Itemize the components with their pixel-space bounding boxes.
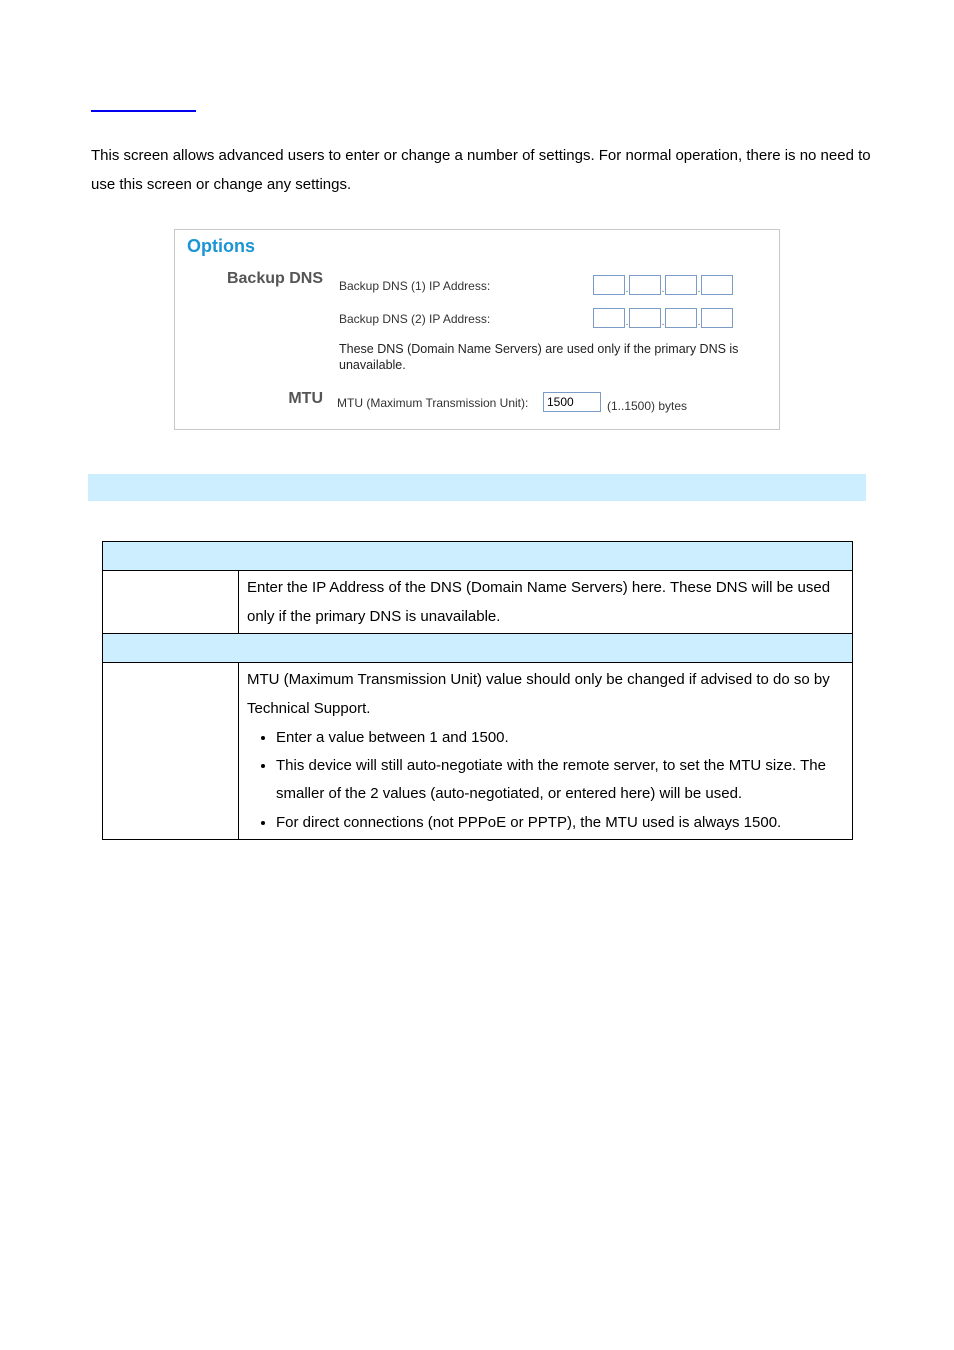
ip-separator: .: [661, 317, 665, 328]
list-item: • For direct connections (not PPPoE or PPTP), the MTU used is always 1500.: [276, 808, 844, 837]
ip-separator: .: [661, 284, 665, 295]
intro-paragraph: This screen allows advanced users to enter or change a number of settings. For normal operation, there is no need to use this screen or change any settings.: [91, 147, 871, 193]
table-header-cell: [103, 634, 853, 663]
dns1-octet-1-input[interactable]: [593, 275, 625, 295]
table-label-cell: [103, 663, 239, 840]
mtu-description: MTU (Maximum Transmission Unit) value should only be changed if advised to do so by Technical Support.: [247, 671, 830, 717]
backup-dns-2-ip-input: [593, 308, 733, 328]
ip-separator: .: [697, 317, 701, 328]
mtu-section-label: MTU: [288, 390, 323, 407]
dns1-octet-3-input[interactable]: [665, 275, 697, 295]
table-header-cell: [103, 542, 853, 571]
backup-dns-2-label: Backup DNS (2) IP Address:: [339, 312, 491, 326]
ip-separator: .: [625, 284, 629, 295]
ip-separator: .: [697, 284, 701, 295]
dns1-octet-4-input[interactable]: [701, 275, 733, 295]
table-label-cell: [103, 571, 239, 634]
mtu-range-text: (1..1500) bytes: [607, 399, 688, 413]
mtu-description-cell: [239, 663, 853, 840]
section-heading-link[interactable]: [91, 92, 196, 112]
table-header-row-mtu: [103, 634, 853, 663]
dns1-octet-2-input[interactable]: [629, 275, 661, 295]
table-row-mtu: [103, 663, 853, 840]
panel-title: Options: [187, 236, 255, 256]
table-row-backup-dns: [103, 571, 853, 634]
backup-dns-note: These DNS (Domain Name Servers) are used only if the primary DNS is unavailable.: [339, 342, 739, 372]
backup-dns-description: Enter the IP Address of the DNS (Domain Name Servers) here. These DNS will be used only if the primary DNS is unavailable.: [239, 571, 853, 634]
list-item: • This device will still auto-negotiate with the remote server, to set the MTU size. The smaller of the 2 values (auto-negotiated, or entered here) will be used.: [276, 752, 844, 808]
dns2-octet-2-input[interactable]: [629, 308, 661, 328]
mtu-bullet-list: [247, 723, 844, 837]
options-screenshot-panel: [174, 229, 780, 430]
list-item: • Enter a value between 1 and 1500.: [276, 723, 844, 752]
backup-dns-section-label: Backup DNS: [226, 270, 323, 287]
dns2-octet-4-input[interactable]: [701, 308, 733, 328]
ip-separator: .: [625, 317, 629, 328]
section-header-bar: [88, 474, 866, 501]
dns2-octet-1-input[interactable]: [593, 308, 625, 328]
backup-dns-1-ip-input: [593, 275, 733, 295]
table-header-row-backup-dns: [103, 542, 853, 571]
dns2-octet-3-input[interactable]: [665, 308, 697, 328]
mtu-input[interactable]: 1500: [543, 392, 601, 412]
backup-dns-1-label: Backup DNS (1) IP Address:: [339, 279, 491, 293]
mtu-field-label: MTU (Maximum Transmission Unit):: [337, 396, 529, 410]
settings-description-table: [102, 541, 853, 840]
